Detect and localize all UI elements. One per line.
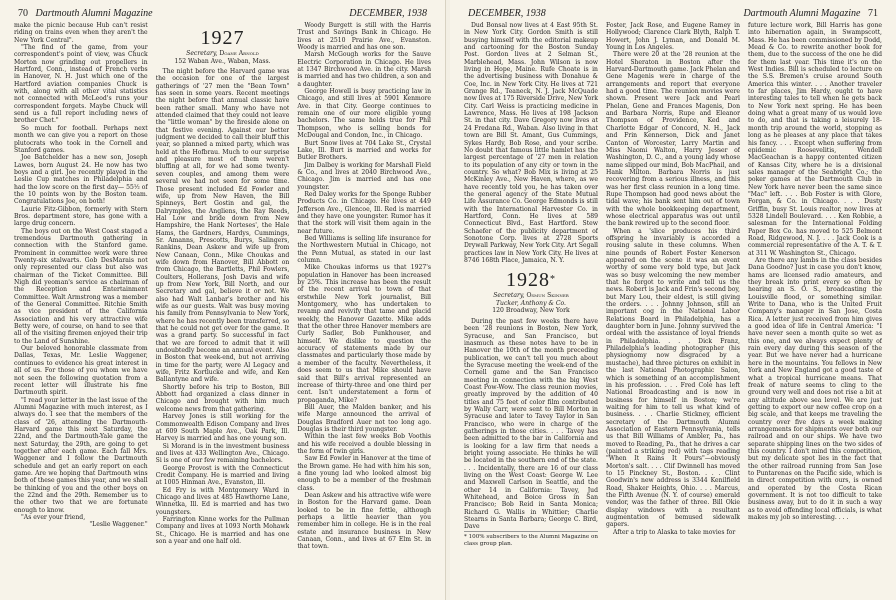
paragraph: Foster, Jack Rose, and Eugene Ramey in Hollywood; Clarence Clark Blyth, Ralph T. Howert, John J. Lyman, and Donald M. Young in Los Angeles. <box>606 22 740 52</box>
signature: "Leslie Waggener." <box>89 521 148 529</box>
left-column-1 <box>14 22 148 596</box>
right-page <box>450 0 896 600</box>
paragraph: Burt Snow lives at 704 Lake St., Crystal Lake, Ill. Burt is married and works for Butler Brothers. <box>297 139 432 162</box>
magazine-title-right: Dartmouth Alumni Magazine <box>743 7 861 19</box>
paragraph: Marsh McGough works for the Sauve Electric Corporation in Chicago. He lives at 1347 Birchwood Ave. in the city. Marsh is married and has two children, a son and a daughter. <box>297 51 432 88</box>
secretary-name: Osmun Skinner <box>526 292 569 300</box>
paragraph: "I read your letter in the last issue of the Alumni Magazine with much interest, as I always do. I see that the members of the class of '26, attending the Dartmouth-Harvard game this next Saturday, the 22nd, and the Dartmouth-Yale game the next Saturday, the 29th, are going to get together after each game. Each fall Mrs. Waggener and I follow the Dartmouth schedule and get an early report on each game. Are we hoping that Dartmouth wins both of these games this year, and we shall be thinking of you and the other boys on the 22nd and the 29th. Remember us to the other two that we are fortunate enough to know. <box>14 396 148 514</box>
class-year-heading-1927: 1927 <box>200 27 245 49</box>
paragraph: make the picnic because Hub can't resist riding on trains even when they aren't the New York Central". <box>14 22 148 44</box>
paragraph: Farrington Kinne works for the Pullman Company and lives at 1093 North Mohawk St., Chicago. He is married and has one son a year and one half old. <box>155 515 290 545</box>
paragraph: Harvey Jones is still working for the Commonwealth Edison Company and lives at 609 South Maple Ave., Oak Park, Ill. Harvey is married and has one young son. <box>155 413 290 443</box>
paragraph: George Provost is with the Connecticut Credit Company. He is married and living at 1005 Hinman Ave., Evanston, Ill. <box>155 464 290 487</box>
secretary-address-line-1: Tucker, Anthony & Co. <box>495 299 566 307</box>
class-year-heading-1928 <box>464 269 598 291</box>
paragraph: Woody Burgett is still with the Harris Trust and Savings Bank in Chicago. He lives at 2510 Prairie Ave., Evanston. Woody is married and has one son. <box>297 22 432 52</box>
paragraph: There were 20 at the '28 reunion at the Hotel Sheraton in Boston after the Harvard-Dartmouth game. Jack Phelan and Gene Magenis were in charge of the arrangements and report that everyone had a good time. The reunion movies were shown. Present were Jack and Pearl Phelan, Gene and Frances Magenis, Don and Barbara Norris, Rupe and Eleanor Thompson of Providence, Ked and Charlotte Edgar of Concord, N. H., Jack and Frin Kennerson, Dick and Janet Canton of Worcester, Larry Martin and Miss Naomi Walton, Harry Jesser of Washington, D. C., and a young lady whose name slipped our mind, Bob MacPhail, and Hank Milton. Barbara Norris is just recovering from a serious illness, and this was her first class reunion in a long time. Rupe Thompson had good news about the tidal wave; his bank sent him out of town with the whole bookkeeping department, whose electrical apparatus was out until the bank rewired up to the second floor. <box>606 51 740 228</box>
left-column-3 <box>297 22 431 596</box>
issue-date-left: DECEMBER, 1938 <box>349 7 427 19</box>
page-number-left: 70 <box>18 7 28 19</box>
secretary-line <box>464 292 598 300</box>
paragraph: The boys out on the West Coast staged a tremendous Dartmouth gathering in connection with the Stanford game. Prominent in committee work were three Twenty-six stalwarts. Gob DesMarais not only represented our class but also was chairman of the Ticket Committee. Bill Nigh did yeoman's service as chairman of the Reception and Entertainment Committee. Walt Armstrong was a member of the General Committee. Ritchie Smith as vice president of the California Association and his very attractive wife Betty were, of course, on hand to see that all of the visiting firemen enjoyed their trip to the Land of Sunshine. <box>14 227 148 345</box>
paragraph: Saw Ed Fowler in Hanover at the time of the Brown game. He had with him his son, a fine young lad who looked almost big enough to be a member of the freshman class. <box>297 455 432 492</box>
paragraph: Laurie Fitz-Gibbon, formerly with Stern Bros. department store, has gone with a large drug concern. <box>14 205 148 228</box>
secretary-address-line-2: 120 Broadway, New York <box>492 307 570 315</box>
left-page <box>0 0 446 600</box>
footnote: * 100% subscribers to the Alumni Magazine on class group plan. <box>464 531 598 549</box>
paragraph: Within the last few weeks Bob Voothis and his wife received a double blessing in the form of twin girls. <box>297 433 432 455</box>
paragraph: Ed Fry is with Montgomery Ward in Chicago and lives at 485 Hawthorne Lane, Winnetka, Ill. Ed is married and has two youngsters. <box>155 486 290 516</box>
left-column-2 <box>156 22 290 596</box>
right-column-3 <box>748 22 882 596</box>
issue-date-right: DECEMBER, 1938 <box>468 7 546 19</box>
page-number-right: 71 <box>868 7 878 19</box>
paragraph: After a trip to Alaska to take movies for <box>613 528 736 536</box>
right-column-2 <box>606 22 740 596</box>
paragraph: "As ever your friend, <box>21 514 86 522</box>
left-running-head <box>18 6 427 20</box>
paragraph: Si Morand is in the investment business and lives at 433 Wellington Ave., Chicago. Si is one of our few remaining bachelors. <box>155 442 290 465</box>
paragraph: During the past few weeks there have been '28 reunions in Boston, New York, Syracuse, and San Francisco, but inasmuch as these notes have to be in Hanover the 10th of the month preceding publication, we can't tell you much about the Syracuse meeting the week-end of the Cornell game and the San Francisco meeting in connection with the big West Coast Pow-Wow. The class reunion movies, greatly improved by the addition of 40 titles and 75 feet of color film contributed by Wally Carr, were sent to Bill Morton in Syracuse and later to Tavey Taylor in San Francisco, who were in charge of the gatherings in those cities. . . . Tavey has been admitted to the bar in California and is looking for a law firm that needs a bright young associate. He thinks he will be located in the southern end of the state. . . . Incidentally, there are 16 of our class living on the West Coast: George W. Lee and Maxwell Carlson in Seattle, and the other 14 in California: Tavey, Jud Whitehead, and Boice Gross in San Francisco; Bob Reid in Santa Monica; Richard G. Wallis in Whittier; Charlie Stearns in Santa Barbara; George C. Bird, Dave <box>464 317 598 531</box>
secretary-name: Doane Arnold <box>219 50 259 57</box>
paragraph: So much for football. Perhaps next month we can give you a report on those plutocrats who took in the Cornell and Stanford games. <box>14 124 148 154</box>
paragraph: Joe Batchelder has a new son, Joseph Lawes, born August 24. He now has two boys and a girl. Joe recently played in the Leslie Cup matches in Philadelphia and had the low score on the first day— 55½ of the 10 points won by the Boston team. Congratulations Joe, on both! <box>14 154 148 206</box>
star-icon: * <box>550 274 556 286</box>
paragraph: Shortly before his trip to Boston, Bill Abbott had organized a class dinner in Chicago and brought with him much welcome news from that gathering. <box>155 383 290 413</box>
class-year: 1928 <box>506 269 550 292</box>
secretary-label: Secretary, <box>493 292 525 300</box>
paragraph: When a 'slice produces his third offspring he invariably is accorded a rousing salute in these columns. When nine pounds of Robert Foster Kenerson appeared on the scene it was an event worthy of some very bold type, but Jack was so busy welcoming the new member that he forgot to write and tell us the news. Robert is Jack and Frin's second boy, but Mary Lou, their eldest, is still giving the orders. . . . Johnny Johnson, still an important cog in the National Labor Relations Board in Philadelphia, has a daughter born in June. Johnny survived the ordeal with the assistance of loyal friends in Philadelphia. . . . Dick Franz, Philadelphia's leading photographer (his physiognomy now disgraced by a mustache), had three pictures on exhibit in the last National Photographic Salon, which is something of an accomplishment in his profession. . . . Fred Cole has left National Broadcasting and is now in business for himself in Boston; we're waiting for him to tell us what kind of business. . . . Charlie Stickney, efficient secretary of the Dartmouth Alumni Association of Eastern Pennsylvania, tells us that Bill Williams of Ambler, Pa., has moved to Reading, Pa., that he drives a car (painted a striking red) with tags reading "When It Rains It Pours"—obviously Morton's salt. . . . Clif Dwinnell has moved to 15 Pinckney St., Boston. . . . Clint Goodwin's new address is 3344 Kenilfield Road, Shaker Heights, Ohio. . . . Marcus, the Fifth Avenue (N. Y. of course) emerald vendor, was the father of three. Bill Okie display windows with a resultant augmentation of bemused sidewalk gapers. <box>606 227 740 529</box>
paragraph: Mike Choukas informs us that 1927's population in Hanover has been increased by 25%. This increase has been the result of the recent arrival to town of that erstwhile New York journalist, Bill Montgomery, who has undertaken to revamp and revivify that tame and placid weekly, the Hanover Gazette. Mike adds that the other three Hanover members are Curly Sadler, Bob Funkhouser, and himself. We dislike to question the accuracy of statements made by our classmates and particularly those made by a member of the faculty. Nevertheless, it does seem to us that Mike should have said that Bill's arrival represented an increase of thirty-three and one third per cent. Isn't understatement a form of propaganda, Mike? <box>297 264 432 404</box>
paragraph: George Howell is busy practicing law in Chicago, and still lives at 5901 Kenmore Ave. in that City. George continues to remain one of our more eligible young bachelors. The same holds true for Phil Thompson, who is selling bonds for McDougal and Condon, Inc., in Chicago. <box>297 88 432 140</box>
secretary-address: 152 Waban Ave., Waban, Mass. <box>174 57 271 65</box>
paragraph: Jim Dalbey is working for Marshall Field & Co., and lives at 2040 Birchwood Ave., Chicago. Jim is married and has one youngster. <box>297 161 432 191</box>
secretary-line <box>156 50 290 58</box>
paragraph: future lecture work, Bill Harris has gone into hibernation again, in Swampscott, Mass. He has been commissioned by Dodd, Mead & Co. to rewrite another book for them, due to the success of the one he did for them last year. This time it's on the West Indies. Bill is scheduled to lecture on the S.S. Bremen's cruise around South America this winter. . . . Another traveler to far places, Jim Hardy, ought to have interesting tales to tell when he gets back to New York next spring. He has been doing what a great many of us would love to do, and that is taking a leisurely 18-month trip around the world, stopping as long as he pleases at any place that takes his fancy. . . . Except when suffering from epidemic Roosevelitis, Wendell MacGeachan is a happy contented citizen of Kansas City, where he is a divisional sales manager of the Seabright Co.; the poker games at the Dartmouth Club in New York have never been the same since "Mac" left. . . . Bob Foster is with Glore, Forgan, & Co. in Chicago. . . . Dusty Griffin, busy St. Louis realtor, now lives at 5328 Lindell Boulevard. . . . Ken Robbie, a salesman for the International Folding Paper Box Co. has moved to 525 Belmont Road, Ridgewood, N. J. . . . Jack Cook is a commercial representative of the A. T. & T. at 311 W. Washington St., Chicago. <box>748 22 882 257</box>
right-running-head <box>468 6 878 20</box>
magazine-title-left: Dartmouth Alumni Magazine <box>35 7 153 19</box>
paragraph: Dud Bonsal now lives at 4 East 95th St. in New York City. Gordon Smith is still busying himself with the editorial makeup and cartooning for the Boston Sunday Post. Gordon lives at 2 Selman St., Marblehead, Mass. John Wilson is now living in Hope, Maine. Rufe Choate is in the advertising business with Donahue & Coe, Inc. in New York City. He lives at 721 Grange Rd., Teaneck, N. J. Jack McQuade now lives at 175 Riverside Drive, New York City. Carl Weiss is practicing medicine in Lawrence, Mass. He lives at 198 Jackson St. in that city. Dave Gregory now lives at 24 Fredana Rd., Waban. Also living in that town are Bill St. Amant, Gus Cummings, Sykes Hardy, Bob Rose, and your scribe. No doubt that famous little hamlet has the largest percentage of '27 men in relation to its population of any city or town in the country. So what? Bob Mix is living at 25 McKinley Ave., New Haven, where, as we have recently told you, he has taken over the general agency of the State Mutual Life Assurance Co. George Edmonds is still with the International Harvester Co. in Hartford, Conn. He lives at 589 Connecticut Blvd., East Hartford. Stew Schaefer of the publicity department of Sonotone Corp. lives at 2728 Sports Drywall Parkway, New York City. Art Segall practices law in New York City. He lives at 8746 168th Place, Jamaica, N. Y. <box>464 22 598 264</box>
paragraph: Are there any lambs in the class besides Dana Goodno? Just in case you don't know, hams are licensed radio amateurs, and they break into print every so often by hearing an S. O. S., broadcasting the Louisville flood, or something similar. Write to Dana, who is the United Fruit Company's manager in San Jose, Costa Rica. A letter just received from him gives a good idea of life in Central America: "I have never seen a month quite so wet as this one, and we always expect plenty of rain every day during this season of the year. But we have never had a hurricane here in the mountains. You fellows in New York and New England got a good taste of what a tropical hurricane means. That freak of nature seems to cling to the ground very well and does not rise a bit at any altitude above sea level. We are just getting to export our new coffee crop on a big scale, and that keeps me traveling the country over five days a week making arrangements for shipments over both our railroad and on our ships. We have two separate shipping lines on the two sides of this country. I don't mind this competition, but my delicate spot lies in the fact that the other railroad running from San Jose to Puntarenas on the Pacific side, which is in direct competition with ours, is owned and operated by the Costa Rican government. It is not too difficult to take business away, but to do it in such a way as to avoid offending local officials, is what makes my job so interesting. . . . <box>748 257 882 522</box>
paragraph: Bed Williams is selling life insurance for the Northwestern Mutual in Chicago, not the Penn Mutual, as stated in our last column. <box>297 234 432 264</box>
secretary-label: Secretary, <box>186 50 218 57</box>
right-column-1 <box>464 22 598 596</box>
paragraph: Red Daley works for the Sponge Rubber Products Co. in Chicago. He lives at 449 Jefferson Ave., Glencoe, Ill. Red is married and they have one youngster. Rumor has it that the stork will visit them again in the near future. <box>297 190 432 235</box>
paragraph: Our beloved honorable classmate from Dallas, Texas, Mr. Leslie Waggener, continues to evidence his great interest in all of us. For those of you whom we have not seen the following quotation from a recent letter will illustrate his fine Dartmouth spirit. <box>14 345 148 397</box>
paragraph: Bill Auer, the Malden banker, and his wife Marge announced the arrival of Douglas Bradford Auer not too long ago. Douglas is their third youngster. <box>297 403 432 433</box>
paragraph: The night before the Harvard game was the occasion for one of the largest gatherings of '27 men the "Bean Town" has seen in some years. Recent meetings the night before that annual classic have been rather small. Many who have not attended claimed that they could not leave the "little woman" by the fireside alone on that festive evening. Against our better judgment we decided to call their bluff this year, so planned a mixed party, which was held at the Hofbrau. Much to our surprise and pleasure most of them weren't bluffing at all, for we had some twenty-seven couples, and among them were several we had not seen for some time. Those present included Ed Fowler and wife, up from New Haven, the Bill Spinneys, Bert Gostin and gal, the Dalrymples, the Angliens, the Ray Reeds, Hal Low and bride down from New Hampshire, the Hank Norteses', the Hale Hams, the Gardners, Hardys, Cummings, Sr. Amanns, Prescotts, Burys, Salingers, Rankins, Dean Askew and wife up from New Canaan, Conn., Mike Choukas and wife down from Hanover, Bill Abbott on from Chicago, the Bartletts, Phil Fowlers, Coulters, Hollerans, Josh Davis and wife up from New York, Bill North, and our Secretary and gal, believe it or not. We also had Walt Lanbar's brother and his wife as our guests. Walt was busy moving his family from Pennsylvania to New York, where he has recently been transferred, so that he could not get over for the game. It was a grand party. So successful in fact that we are forced to admit that it will undoubtedly become an annual event. Also in Boston that week-end, but not arriving in time for the party, were Al Legacy and wife, Fritz Kortlucke and wife, and Ken Ballantyne and wife. <box>155 68 290 384</box>
paragraph: "The find of the game, from your correspondent's point of view, was Chuck Morton now grinding out propellers in Hartford, Conn., instead of French verbs in Hanover, N. H. Just which one of the Hartford aviation companies Chuck is with, along with all other vital statistics not connected with McLeod's runs your correspondent forgets. Maybe Chuck will send us a full report including news of brother Chet." <box>14 44 148 125</box>
paragraph: Dean Askew and his attractive wife were in Boston for the Harvard game. Dean looked to be in fine fettle, although perhaps a little heavier than you remember him in college. He is in the real estate and insurance business in New Canaan, Conn., and lives at 67 Elm St. in that town. <box>297 492 432 551</box>
